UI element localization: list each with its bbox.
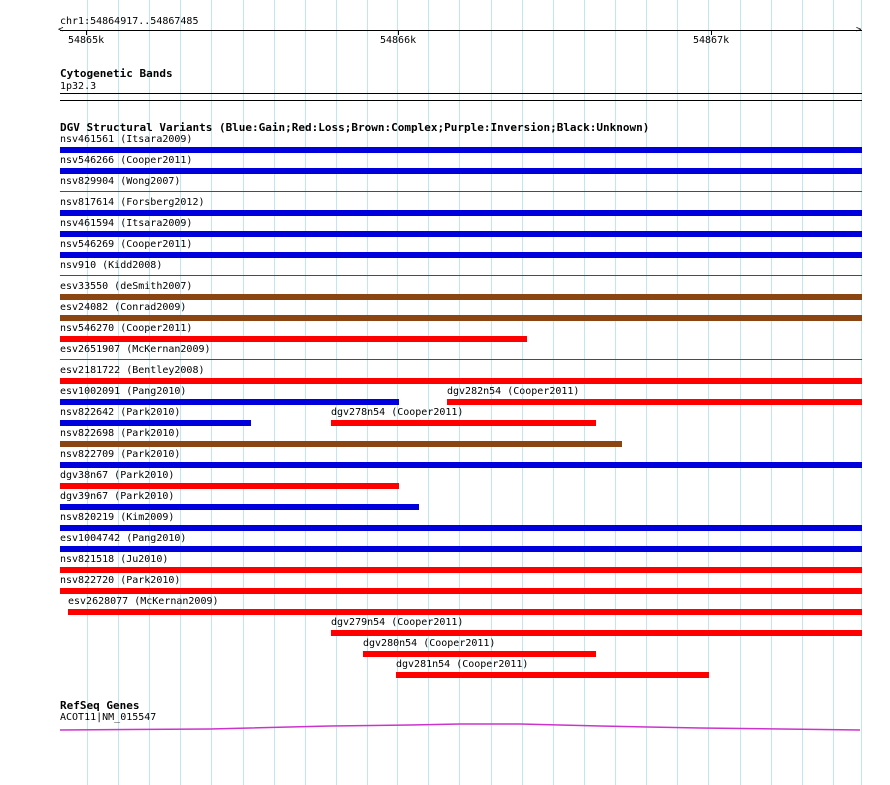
variant-bar-gain[interactable] — [60, 399, 399, 405]
cytoband-top-edge — [60, 93, 862, 94]
dgv-track-title[interactable]: DGV Structural Variants (Blue:Gain;Red:Loss;Brown:Complex;Purple:Inversion;Black:Unknown) — [60, 121, 650, 134]
grid-line — [615, 0, 616, 785]
variant-label[interactable]: esv2628077 (McKernan2009) — [68, 596, 219, 607]
variant-label[interactable]: nsv461561 (Itsara2009) — [60, 134, 193, 145]
grid-line — [243, 0, 244, 785]
variant-label[interactable]: nsv817614 (Forsberg2012) — [60, 197, 205, 208]
cytoband-bottom-edge — [60, 100, 862, 101]
gene-model[interactable] — [0, 718, 890, 738]
variant-label[interactable]: dgv279n54 (Cooper2011) — [331, 617, 464, 628]
ruler-tick-label: 54865k — [68, 35, 105, 46]
variant-bar-gain[interactable] — [60, 525, 862, 531]
scroll-right-arrow-icon[interactable]: > — [856, 25, 862, 35]
cytoband-track-title[interactable]: Cytogenetic Bands — [60, 67, 173, 80]
variant-label[interactable]: esv33550 (deSmith2007) — [60, 281, 193, 292]
variant-label[interactable]: esv2181722 (Bentley2008) — [60, 365, 205, 376]
variant-bar-gain[interactable] — [60, 210, 862, 216]
variant-label[interactable]: dgv282n54 (Cooper2011) — [447, 386, 580, 397]
variant-bar-gain[interactable] — [60, 420, 251, 426]
variant-bar-complex[interactable] — [60, 294, 862, 300]
variant-label[interactable]: nsv822720 (Park2010) — [60, 575, 181, 586]
variant-bar-gain[interactable] — [60, 462, 862, 468]
variant-bar-complex[interactable] — [60, 315, 862, 321]
variant-bar-loss[interactable] — [68, 609, 862, 615]
variant-bar-loss[interactable] — [331, 630, 862, 636]
variant-bar-loss[interactable] — [60, 359, 862, 360]
variant-label[interactable]: esv24082 (Conrad2009) — [60, 302, 187, 313]
variant-label[interactable]: dgv38n67 (Park2010) — [60, 470, 175, 481]
variant-label[interactable]: nsv546269 (Cooper2011) — [60, 239, 193, 250]
scroll-left-arrow-icon[interactable]: < — [58, 25, 64, 35]
refseq-track-title[interactable]: RefSeq Genes — [60, 699, 140, 712]
variant-label[interactable]: dgv39n67 (Park2010) — [60, 491, 175, 502]
grid-line — [708, 0, 709, 785]
variant-bar-gain[interactable] — [60, 231, 862, 237]
variant-bar-gain[interactable] — [60, 504, 419, 510]
variant-label[interactable]: nsv820219 (Kim2009) — [60, 512, 175, 523]
ruler-axis — [60, 30, 862, 31]
variant-label[interactable]: nsv822709 (Park2010) — [60, 449, 181, 460]
variant-bar-gain[interactable] — [60, 147, 862, 153]
variant-label[interactable]: esv1002091 (Pang2010) — [60, 386, 187, 397]
grid-line — [677, 0, 678, 785]
variant-bar-loss[interactable] — [60, 588, 862, 594]
variant-label[interactable]: dgv281n54 (Cooper2011) — [396, 659, 529, 670]
variant-label[interactable]: nsv546270 (Cooper2011) — [60, 323, 193, 334]
variant-label[interactable]: dgv278n54 (Cooper2011) — [331, 407, 464, 418]
variant-bar-gain[interactable] — [60, 546, 862, 552]
variant-label[interactable]: nsv546266 (Cooper2011) — [60, 155, 193, 166]
variant-label[interactable]: nsv822642 (Park2010) — [60, 407, 181, 418]
grid-line — [861, 0, 862, 785]
cytoband-label[interactable]: 1p32.3 — [60, 81, 97, 92]
variant-label[interactable]: nsv829904 (Wong2007) — [60, 176, 181, 187]
grid-line — [584, 0, 585, 785]
variant-bar-loss[interactable] — [331, 420, 596, 426]
variant-label[interactable]: nsv821518 (Ju2010) — [60, 554, 169, 565]
variant-bar-loss[interactable] — [396, 672, 709, 678]
variant-label[interactable]: nsv461594 (Itsara2009) — [60, 218, 193, 229]
variant-label[interactable]: nsv910 (Kidd2008) — [60, 260, 163, 271]
grid-line — [305, 0, 306, 785]
gene-label[interactable]: ACOT11|NM_015547 — [60, 712, 157, 723]
variant-bar-loss[interactable] — [363, 651, 596, 657]
grid-line — [646, 0, 647, 785]
ruler-location: chr1:54864917..54867485 — [60, 16, 199, 27]
variant-bar-complex[interactable] — [60, 441, 622, 447]
grid-line — [802, 0, 803, 785]
variant-bar-loss[interactable] — [447, 399, 862, 405]
variant-bar-loss[interactable] — [60, 275, 862, 276]
grid-line — [274, 0, 275, 785]
variant-bar-gain[interactable] — [60, 168, 862, 174]
variant-label[interactable]: nsv822698 (Park2010) — [60, 428, 181, 439]
ruler-tick-label: 54867k — [693, 35, 730, 46]
variant-label[interactable]: dgv280n54 (Cooper2011) — [363, 638, 496, 649]
grid-line — [833, 0, 834, 785]
grid-line — [740, 0, 741, 785]
variant-bar-loss[interactable] — [60, 483, 399, 489]
variant-label[interactable]: esv2651907 (McKernan2009) — [60, 344, 211, 355]
grid-line — [367, 0, 368, 785]
variant-label[interactable]: esv1004742 (Pang2010) — [60, 533, 187, 544]
variant-bar-loss[interactable] — [60, 567, 862, 573]
grid-line — [336, 0, 337, 785]
grid-line — [771, 0, 772, 785]
variant-bar-loss[interactable] — [60, 378, 862, 384]
variant-bar-gain[interactable] — [60, 252, 862, 258]
variant-bar-loss[interactable] — [60, 336, 527, 342]
ruler-tick-label: 54866k — [380, 35, 417, 46]
variant-bar-loss[interactable] — [60, 191, 862, 192]
grid-line — [211, 0, 212, 785]
